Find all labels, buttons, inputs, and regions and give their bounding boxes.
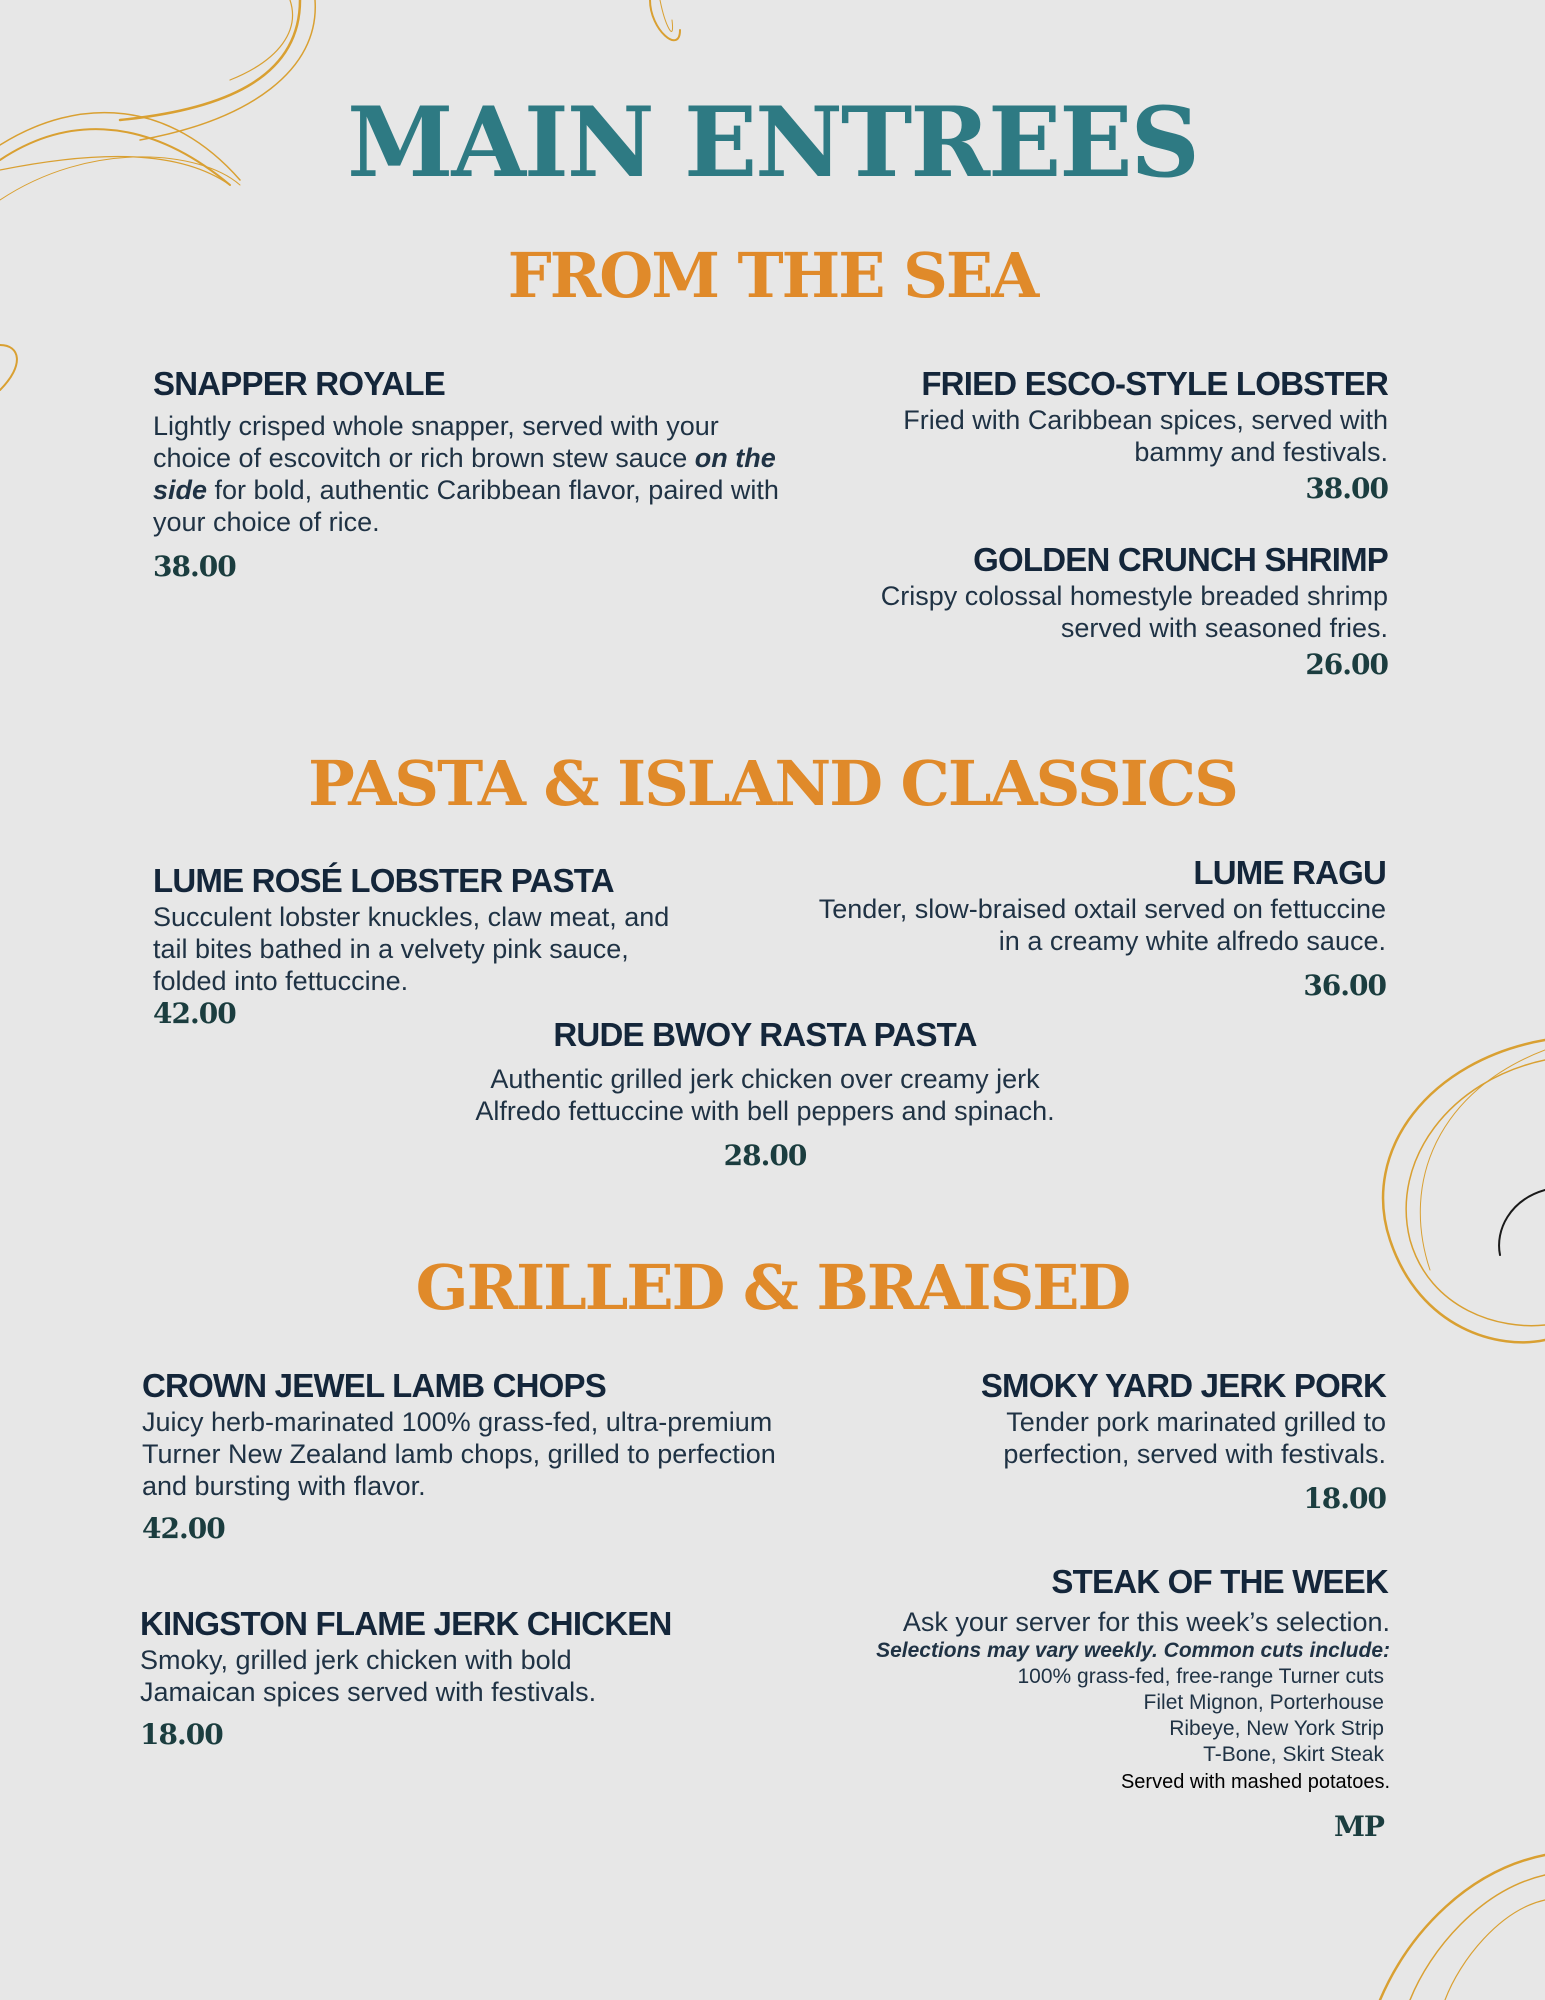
item-price: 38.00 — [1305, 472, 1388, 505]
item-name: FRIED ESCO-STYLE LOBSTER — [921, 365, 1388, 402]
menu-item-lume-rose-lobster-pasta — [153, 861, 693, 1031]
menu-item-crown-jewel-lamb-chops — [142, 1366, 782, 1546]
menu-item-smoky-yard-jerk-pork — [940, 1366, 1386, 1516]
item-name: SMOKY YARD JERK PORK — [980, 1367, 1386, 1404]
item-description: Lightly crisped whole snapper, served with your choice of escovitch or rich brown stew sauce on the side for bold, authentic Caribbean flavor, paired with your choice of rice. — [153, 411, 779, 537]
cuts-list — [800, 1664, 1384, 1768]
cut-item: Filet Mignon, Porterhouse — [1143, 1691, 1384, 1714]
cut-item: Ribeye, New York Strip — [1169, 1717, 1384, 1740]
section-title-sea: FROM THE SEA — [507, 239, 1038, 312]
item-description: Tender, slow-braised oxtail served on fettuccine in a creamy white alfredo sauce. — [818, 894, 1386, 956]
page-title: MAIN ENTREES — [347, 86, 1198, 199]
item-name: SNAPPER ROYALE — [153, 365, 445, 402]
item-name: STEAK OF THE WEEK — [1051, 1563, 1388, 1600]
menu-item-snapper-royale — [153, 364, 793, 584]
item-price: 38.00 — [153, 550, 236, 583]
section-title-pasta: PASTA & ISLAND CLASSICS — [308, 747, 1237, 820]
item-price: 42.00 — [153, 997, 236, 1030]
item-name: LUME RAGU — [1193, 854, 1386, 891]
item-description: Crispy colossal homestyle breaded shrimp served with seasoned fries. — [880, 581, 1388, 643]
item-price: 18.00 — [1303, 1482, 1386, 1515]
menu-item-rude-bwoy-rasta-pasta — [420, 1015, 1110, 1173]
item-name: RUDE BWOY RASTA PASTA — [553, 1016, 977, 1053]
section-title-grill: GRILLED & BRAISED — [415, 1251, 1130, 1324]
item-price: 42.00 — [142, 1512, 225, 1545]
item-description: Fried with Caribbean spices, served with bammy and festivals. — [903, 405, 1388, 467]
menu-item-golden-crunch-shrimp — [880, 540, 1388, 682]
cut-item: T-Bone, Skirt Steak — [1203, 1743, 1384, 1766]
item-description: Tender pork marinated grilled to perfection, served with festivals. — [1003, 1407, 1386, 1469]
item-price: MP — [1333, 1810, 1384, 1843]
item-name: GOLDEN CRUNCH SHRIMP — [973, 541, 1388, 578]
item-description: Ask your server for this week’s selection. — [902, 1607, 1390, 1637]
cut-item: 100% grass-fed, free-range Turner cuts — [1017, 1665, 1384, 1688]
item-name: LUME ROSÉ LOBSTER PASTA — [153, 862, 614, 899]
item-served-with: Served with mashed potatoes. — [1120, 1771, 1390, 1793]
item-description: Succulent lobster knuckles, claw meat, and tail bites bathed in a velvety pink sauce, folded into fettuccine. — [153, 902, 670, 996]
menu-item-fried-esco-lobster — [880, 364, 1388, 506]
item-price: 18.00 — [140, 1718, 223, 1751]
menu-item-steak-of-the-week — [800, 1562, 1390, 1844]
item-note: Selections may vary weekly. Common cuts include: — [876, 1639, 1390, 1662]
item-name: KINGSTON FLAME JERK CHICKEN — [140, 1605, 672, 1642]
item-name: CROWN JEWEL LAMB CHOPS — [142, 1367, 606, 1404]
menu-item-lume-ragu — [810, 853, 1386, 1003]
item-description: Authentic grilled jerk chicken over creamy jerk Alfredo fettuccine with bell peppers and spinach. — [475, 1064, 1055, 1126]
menu-item-kingston-flame-jerk-chicken — [140, 1604, 780, 1752]
item-description: Juicy herb-marinated 100% grass-fed, ultra-premium Turner New Zealand lamb chops, grilled to perfection and bursting with flavor. — [142, 1407, 776, 1501]
item-price: 28.00 — [723, 1139, 807, 1172]
item-price: 36.00 — [1303, 969, 1386, 1002]
item-price: 26.00 — [1305, 648, 1388, 681]
item-description: Smoky, grilled jerk chicken with bold Jamaican spices served with festivals. — [140, 1645, 597, 1707]
